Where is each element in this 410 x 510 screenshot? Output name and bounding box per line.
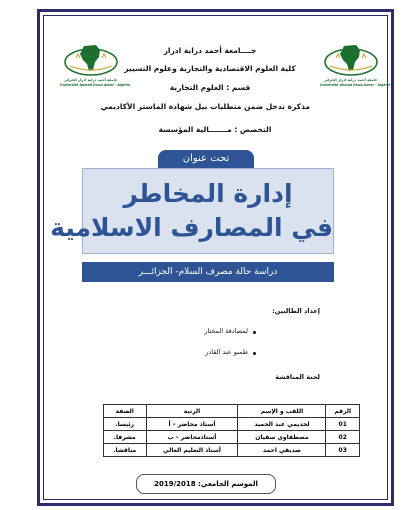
logo-caption-ar: جامعة أحمد دراية ادرار الجزائر bbox=[64, 78, 118, 82]
title-line-2: في المصارف الاسلامية bbox=[50, 213, 333, 242]
table-cell: أستاذمحاضر – ب bbox=[146, 431, 238, 444]
student-name: طمبو عبد القادر bbox=[205, 348, 248, 356]
university-name: جــــامعة أحمد دراية ادرار bbox=[163, 46, 257, 55]
student-name: لمصادفة المختار bbox=[204, 327, 248, 335]
table-cell: 03 bbox=[326, 444, 360, 457]
table-cell: مصطفاوي سفيان bbox=[238, 431, 326, 444]
committee-table bbox=[103, 404, 360, 457]
academic-year: الموسم الجامعي: 2019/2018 bbox=[136, 474, 276, 494]
africa-map-logo-icon bbox=[320, 40, 382, 78]
university-logo-right bbox=[320, 40, 391, 88]
subject-label: تحت عنوان bbox=[158, 150, 254, 168]
table-row bbox=[104, 418, 360, 431]
university-logo-left bbox=[60, 40, 131, 88]
committee-heading: لجنة المناقشة bbox=[275, 373, 320, 381]
table-row bbox=[104, 444, 360, 457]
column-header: اللقب و الإسم bbox=[238, 405, 326, 418]
table-cell: مناقشا. bbox=[104, 444, 147, 457]
table-cell: رئيسا. bbox=[104, 418, 147, 431]
table-cell: أستاذ التعليم العالي bbox=[146, 444, 238, 457]
thesis-type: مذكرة تدخل ضمن متطلبات نيل شهادة الماستر الأكاديمي bbox=[100, 102, 310, 111]
table-cell: صديقي احمد bbox=[238, 444, 326, 457]
table-cell: أستاذ محاضر – أ bbox=[146, 418, 238, 431]
specialty: التخصص : مـــــــالية المؤسسة bbox=[158, 125, 272, 134]
table-row bbox=[104, 431, 360, 444]
title-line-1: إدارة المخاطر bbox=[123, 179, 293, 208]
africa-map-logo-icon bbox=[60, 40, 122, 78]
logo-caption-en: Université Ahmed Draia Adrar - Algérie bbox=[60, 83, 131, 87]
table-cell: لخديمي عبد الحميد bbox=[238, 418, 326, 431]
table-cell: مشرفا. bbox=[104, 431, 147, 444]
column-header: الرقم bbox=[326, 405, 360, 418]
bullet-icon bbox=[253, 331, 256, 334]
bullet-icon bbox=[253, 352, 256, 355]
students-heading: إعداد الطالبين: bbox=[272, 307, 320, 315]
logo-caption-ar: جامعة أحمد دراية ادرار الجزائر bbox=[324, 78, 378, 82]
case-study-bar: دراسة حالة مصرف السلام- الجزائـــر bbox=[82, 262, 334, 282]
table-cell: 01 bbox=[326, 418, 360, 431]
table-cell: 02 bbox=[326, 431, 360, 444]
column-header: الصفة bbox=[104, 405, 147, 418]
department-name: قسم : العلوم التجارية bbox=[169, 83, 251, 92]
logo-caption-en: Université Ahmed Draia Adrar - Algérie bbox=[320, 83, 391, 87]
title-box bbox=[50, 168, 334, 254]
column-header: الرتبة bbox=[146, 405, 238, 418]
table-header-row bbox=[104, 405, 360, 418]
faculty-name: كلية العلوم الاقتصادية والتجارية وعلوم التسيير bbox=[124, 64, 296, 73]
